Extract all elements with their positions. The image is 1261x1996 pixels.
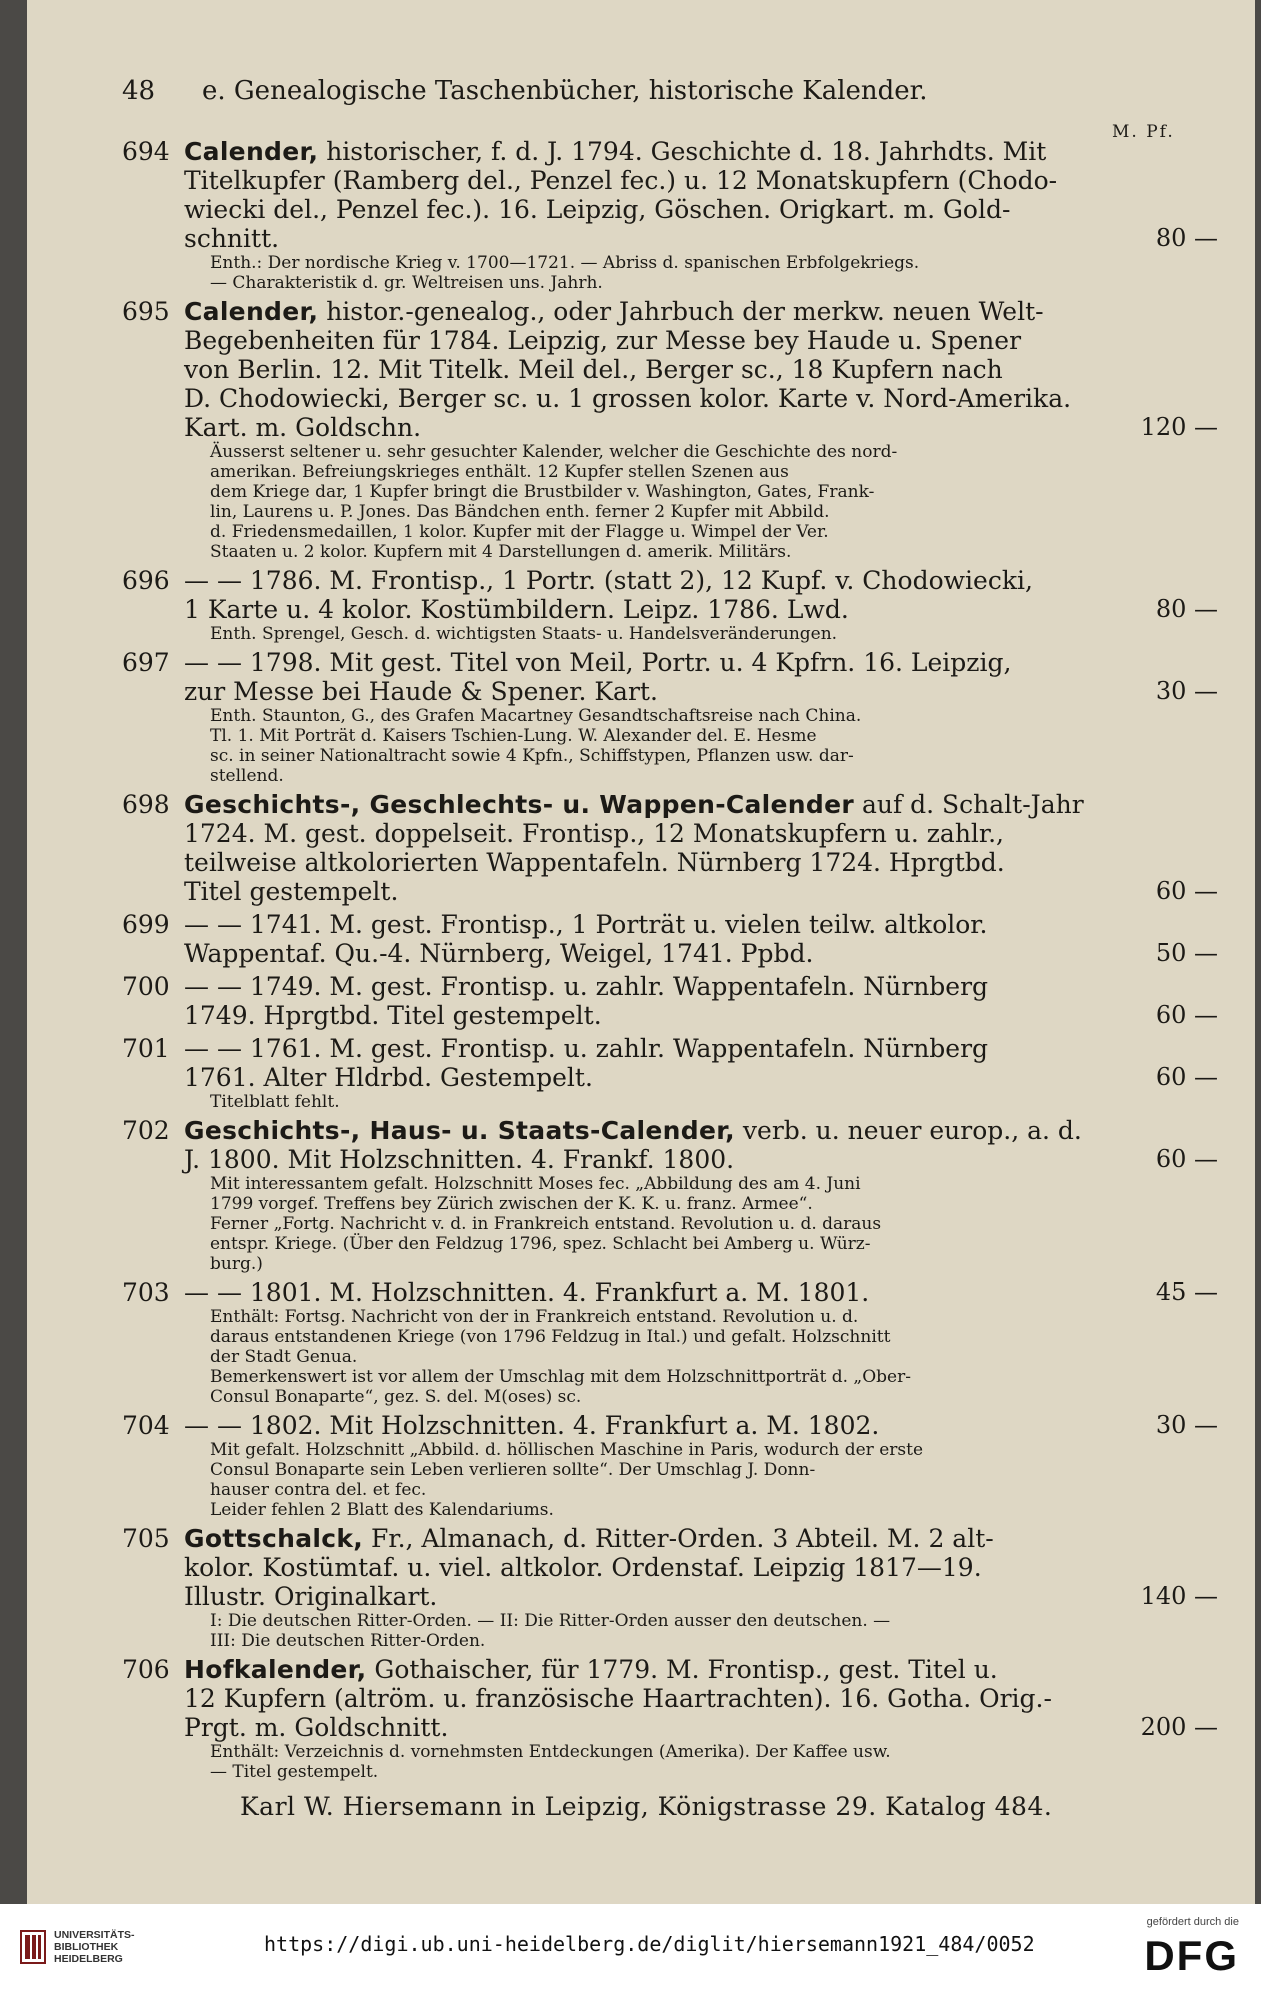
note-line: der Stadt Genua. (210, 1347, 358, 1367)
catalog-entry (122, 1655, 1226, 1782)
entry-text: 1724. M. gest. doppelseit. Frontisp., 12 Monatskupfern u. zahlr., (184, 819, 1005, 848)
entry-text: Gothaischer, für 1779. M. Frontisp., gest. Titel u. (366, 1655, 998, 1684)
entry-number: 697 (122, 648, 170, 677)
entry-text: 1761. Alter Hldrbd. Gestempelt. (184, 1063, 593, 1092)
entry-text: Titel gestempelt. (184, 877, 399, 906)
entry-notes (210, 1440, 1108, 1520)
entry-price: 200 — (1140, 1713, 1218, 1741)
entry-line (184, 595, 1104, 624)
entry-price: 60 — (1155, 1063, 1218, 1091)
entry-description (184, 1655, 1104, 1742)
catalog-entry (122, 648, 1226, 786)
entry-text: — — 1741. M. gest. Frontisp., 1 Porträt u. vielen teilw. altkolor. (184, 910, 988, 939)
entry-line (184, 1063, 1104, 1092)
entry-text: kolor. Kostümtaf. u. viel. altkolor. Ordenstaf. Leipzig 1817—19. (184, 1553, 982, 1582)
funding-caption: gefördert durch die (1146, 1916, 1239, 1928)
entry-text: — — 1761. M. gest. Frontisp. u. zahlr. Wappentafeln. Nürnberg (184, 1034, 989, 1063)
viewer-bottom-bar (0, 1904, 1261, 1996)
note-line: Bemerkenswert ist vor allem der Umschlag mit dem Holzschnittporträt d. „Ober- (210, 1367, 911, 1387)
entry-number: 704 (122, 1411, 170, 1440)
entry-notes (210, 1092, 1108, 1112)
entry-text: von Berlin. 12. Mit Titelk. Meil del., Berger sc., 18 Kupfern nach (184, 355, 1003, 384)
entry-price: 45 — (1155, 1278, 1218, 1306)
entry-line (184, 972, 1104, 1001)
entry-description (184, 137, 1104, 253)
entry-line (184, 1411, 1104, 1440)
entry-text: wiecki del., Penzel fec.). 16. Leipzig, Göschen. Origkart. m. Gold- (184, 195, 1011, 224)
note-line: Äusserst seltener u. sehr gesuchter Kalender, welcher die Geschichte des nord- (210, 442, 898, 462)
entry-price: 120 — (1140, 413, 1218, 441)
entry-line (184, 848, 1104, 877)
entry-description (184, 790, 1104, 906)
entry-text: Prgt. m. Goldschnitt. (184, 1713, 449, 1742)
entry-line (184, 1582, 1104, 1611)
entry-line (184, 1145, 1104, 1174)
note-line: Enth. Staunton, G., des Grafen Macartney Gesandtschaftsreise nach China. (210, 706, 862, 726)
entry-number: 700 (122, 972, 170, 1001)
note-line: stellend. (210, 766, 284, 786)
note-line: Consul Bonaparte sein Leben verlieren sollte“. Der Umschlag J. Donn- (210, 1460, 816, 1480)
entry-price: 30 — (1155, 677, 1218, 705)
entry-notes (210, 706, 1108, 786)
entry-description (184, 566, 1104, 624)
entry-text: verb. u. neuer europ., a. d. (734, 1116, 1082, 1145)
entry-number: 705 (122, 1524, 170, 1553)
entry-line (184, 1655, 1104, 1684)
entry-line (184, 1553, 1104, 1582)
entry-number: 701 (122, 1034, 170, 1063)
entry-line (184, 326, 1104, 355)
catalog-entry (122, 297, 1226, 562)
entry-number: 706 (122, 1655, 170, 1684)
note-line: entspr. Kriege. (Über den Feldzug 1796, spez. Schlacht bei Amberg u. Würz- (210, 1234, 871, 1254)
note-line: Consul Bonaparte“, gez. S. del. M(oses) sc. (210, 1387, 582, 1407)
entry-text: historischer, f. d. J. 1794. Geschichte d. 18. Jahrhdts. Mit (318, 137, 1047, 166)
catalog-entry (122, 1411, 1226, 1520)
library-name: UNIVERSITÄTS- BIBLIOTHEK HEIDELBERG (54, 1929, 135, 1965)
entry-heading: Gottschalck, (184, 1524, 364, 1553)
entry-number: 694 (122, 137, 170, 166)
entry-text: teilweise altkolorierten Wappentafeln. Nürnberg 1724. Hprgtbd. (184, 848, 1005, 877)
entry-line (184, 384, 1104, 413)
entry-line (184, 677, 1104, 706)
note-line: — Charakteristik d. gr. Weltreisen uns. Jahrh. (210, 273, 603, 293)
entry-description (184, 1034, 1104, 1092)
entry-notes (210, 624, 1108, 644)
entry-text: — — 1801. M. Holzschnitten. 4. Frankfurt a. M. 1801. (184, 1278, 870, 1307)
note-line: Enth. Sprengel, Gesch. d. wichtigsten Staats- u. Handelsveränderungen. (210, 624, 838, 644)
university-library-logo[interactable] (20, 1929, 135, 1965)
page-number: 48 (122, 76, 156, 106)
entry-price: 80 — (1155, 595, 1218, 623)
catalog-entries (122, 137, 1226, 1786)
entry-line (184, 790, 1104, 819)
entry-line (184, 1524, 1104, 1553)
entry-number: 702 (122, 1116, 170, 1145)
catalog-entry (122, 1034, 1226, 1112)
entry-heading: Geschichts-, Haus- u. Staats-Calender, (184, 1116, 735, 1145)
entry-line (184, 137, 1104, 166)
entry-notes (210, 1307, 1108, 1407)
note-line: Staaten u. 2 kolor. Kupfern mit 4 Darstellungen d. amerik. Militärs. (210, 542, 792, 562)
entry-line (184, 566, 1104, 595)
note-line: Titelblatt fehlt. (210, 1092, 340, 1112)
entry-text: 1 Karte u. 4 kolor. Kostümbildern. Leipz. 1786. Lwd. (184, 595, 849, 624)
entry-description (184, 648, 1104, 706)
entry-text: — — 1786. M. Frontisp., 1 Portr. (statt 2), 12 Kupf. v. Chodowiecki, (184, 566, 1033, 595)
entry-line (184, 166, 1104, 195)
entry-line (184, 1116, 1104, 1145)
entry-line (184, 195, 1104, 224)
entry-description (184, 1278, 1104, 1307)
entry-price: 50 — (1155, 939, 1218, 967)
note-line: Leider fehlen 2 Blatt des Kalendariums. (210, 1500, 554, 1520)
entry-description (184, 972, 1104, 1030)
note-line: Enthält: Verzeichnis d. vornehmsten Entdeckungen (Amerika). Der Kaffee usw. (210, 1742, 891, 1762)
entry-line (184, 355, 1104, 384)
entry-line (184, 1001, 1104, 1030)
entry-text: Kart. m. Goldschn. (184, 413, 422, 442)
entry-price: 60 — (1155, 1145, 1218, 1173)
entry-price: 140 — (1140, 1582, 1218, 1610)
entry-price: 80 — (1155, 224, 1218, 252)
page-title: e. Genealogische Taschenbücher, historische Kalender. (202, 76, 928, 106)
entry-description (184, 1411, 1104, 1440)
entry-text: 12 Kupfern (altröm. u. französische Haartrachten). 16. Gotha. Orig.- (184, 1684, 1052, 1713)
entry-notes (210, 1742, 1108, 1782)
entry-text: histor.-genealog., oder Jahrbuch der merkw. neuen Welt- (318, 297, 1044, 326)
entry-description (184, 1524, 1104, 1611)
note-line: Tl. 1. Mit Porträt d. Kaisers Tschien-Lung. W. Alexander del. E. Hesme (210, 726, 817, 746)
entry-price: 60 — (1155, 1001, 1218, 1029)
entry-heading: Geschichts-, Geschlechts- u. Wappen-Calender (184, 790, 854, 819)
catalog-entry (122, 972, 1226, 1030)
entry-heading: Calender, (184, 137, 319, 166)
document-url[interactable]: https://digi.ub.uni-heidelberg.de/diglit/hiersemann1921_484/0052 (264, 1932, 1035, 1956)
note-line: amerikan. Befreiungskrieges enthält. 12 Kupfer stellen Szenen aus (210, 462, 789, 482)
note-line: I: Die deutschen Ritter-Orden. — II: Die Ritter-Orden ausser den deutschen. — (210, 1611, 891, 1631)
entry-notes (210, 1611, 1108, 1651)
note-line: Enth.: Der nordische Krieg v. 1700—1721. — Abriss d. spanischen Erbfolgekriegs. (210, 253, 920, 273)
catalog-entry (122, 1116, 1226, 1274)
entry-text: Wappentaf. Qu.-4. Nürnberg, Weigel, 1741. Ppbd. (184, 939, 814, 968)
entry-price: 30 — (1155, 1411, 1218, 1439)
note-line: Mit interessantem gefalt. Holzschnitt Moses fec. „Abbildung des am 4. Juni (210, 1174, 861, 1194)
entry-notes (210, 1174, 1108, 1274)
entry-number: 698 (122, 790, 170, 819)
catalog-entry (122, 910, 1226, 968)
entry-text: Illustr. Originalkart. (184, 1582, 438, 1611)
entry-price: 60 — (1155, 877, 1218, 905)
note-line: burg.) (210, 1254, 263, 1274)
entry-line (184, 1684, 1104, 1713)
entry-text: — — 1802. Mit Holzschnitten. 4. Frankfurt a. M. 1802. (184, 1411, 880, 1440)
entry-text: — — 1749. M. gest. Frontisp. u. zahlr. Wappentafeln. Nürnberg (184, 972, 989, 1001)
note-line: sc. in seiner Nationaltracht sowie 4 Kpfn., Schiffstypen, Pflanzen usw. dar- (210, 746, 854, 766)
entry-description (184, 1116, 1104, 1174)
catalog-entry (122, 137, 1226, 293)
entry-notes (210, 253, 1108, 293)
note-line: daraus entstandenen Kriege (von 1796 Feldzug in Ital.) und gefalt. Holzschnitt (210, 1327, 891, 1347)
page-footer: Karl W. Hiersemann in Leipzig, Königstrasse 29. Katalog 484. (240, 1792, 1053, 1821)
entry-text: zur Messe bei Haude & Spener. Kart. (184, 677, 658, 706)
entry-number: 699 (122, 910, 170, 939)
entry-line (184, 297, 1104, 326)
entry-line (184, 413, 1104, 442)
dfg-logo[interactable]: DFG (1144, 1932, 1239, 1979)
entry-heading: Calender, (184, 297, 319, 326)
library-emblem-icon (20, 1930, 46, 1964)
entry-line (184, 819, 1104, 848)
entry-line (184, 648, 1104, 677)
catalog-entry (122, 1278, 1226, 1407)
note-line: Mit gefalt. Holzschnitt „Abbild. d. höllischen Maschine in Paris, wodurch der erste (210, 1440, 924, 1460)
entry-text: 1749. Hprgtbd. Titel gestempelt. (184, 1001, 602, 1030)
entry-text: Begebenheiten für 1784. Leipzig, zur Messe bey Haude u. Spener (184, 326, 1022, 355)
note-line: lin, Laurens u. P. Jones. Das Bändchen enth. ferner 2 Kupfer mit Abbild. (210, 502, 830, 522)
entry-line (184, 877, 1104, 906)
entry-line (184, 1713, 1104, 1742)
entry-line (184, 910, 1104, 939)
catalog-entry (122, 566, 1226, 644)
entry-number: 695 (122, 297, 170, 326)
note-line: III: Die deutschen Ritter-Orden. (210, 1631, 486, 1651)
entry-text: Titelkupfer (Ramberg del., Penzel fec.) u. 12 Monatskupfern (Chodo- (184, 166, 1058, 195)
entry-text: D. Chodowiecki, Berger sc. u. 1 grossen kolor. Karte v. Nord-Amerika. (184, 384, 1072, 413)
catalog-entry (122, 1524, 1226, 1651)
entry-number: 696 (122, 566, 170, 595)
entry-line (184, 1278, 1104, 1307)
entry-text: — — 1798. Mit gest. Titel von Meil, Portr. u. 4 Kpfrn. 16. Leipzig, (184, 648, 1012, 677)
page-header (122, 76, 1058, 106)
entry-text: schnitt. (184, 224, 280, 253)
entry-text: J. 1800. Mit Holzschnitten. 4. Frankf. 1800. (184, 1145, 735, 1174)
entry-line (184, 224, 1104, 253)
catalog-entry (122, 790, 1226, 906)
entry-description (184, 297, 1104, 442)
note-line: hauser contra del. et fec. (210, 1480, 427, 1500)
entry-line (184, 1034, 1104, 1063)
entry-notes (210, 442, 1108, 562)
entry-description (184, 910, 1104, 968)
entry-text: auf d. Schalt-Jahr (854, 790, 1084, 819)
entry-heading: Hofkalender, (184, 1655, 367, 1684)
note-line: — Titel gestempelt. (210, 1762, 379, 1782)
entry-line (184, 939, 1104, 968)
note-line: Enthält: Fortsg. Nachricht von der in Frankreich entstand. Revolution u. d. (210, 1307, 859, 1327)
entry-text: Fr., Almanach, d. Ritter-Orden. 3 Abteil. M. 2 alt- (363, 1524, 994, 1553)
note-line: d. Friedensmedaillen, 1 kolor. Kupfer mit der Flagge u. Wimpel der Ver. (210, 522, 829, 542)
currency-header: M. Pf. (1112, 122, 1175, 142)
note-line: 1799 vorgef. Treffens bey Zürich zwischen der K. K. u. franz. Armee“. (210, 1194, 813, 1214)
note-line: dem Kriege dar, 1 Kupfer bringt die Brustbilder v. Washington, Gates, Frank- (210, 482, 875, 502)
entry-number: 703 (122, 1278, 170, 1307)
note-line: Ferner „Fortg. Nachricht v. d. in Frankreich entstand. Revolution u. d. daraus (210, 1214, 882, 1234)
